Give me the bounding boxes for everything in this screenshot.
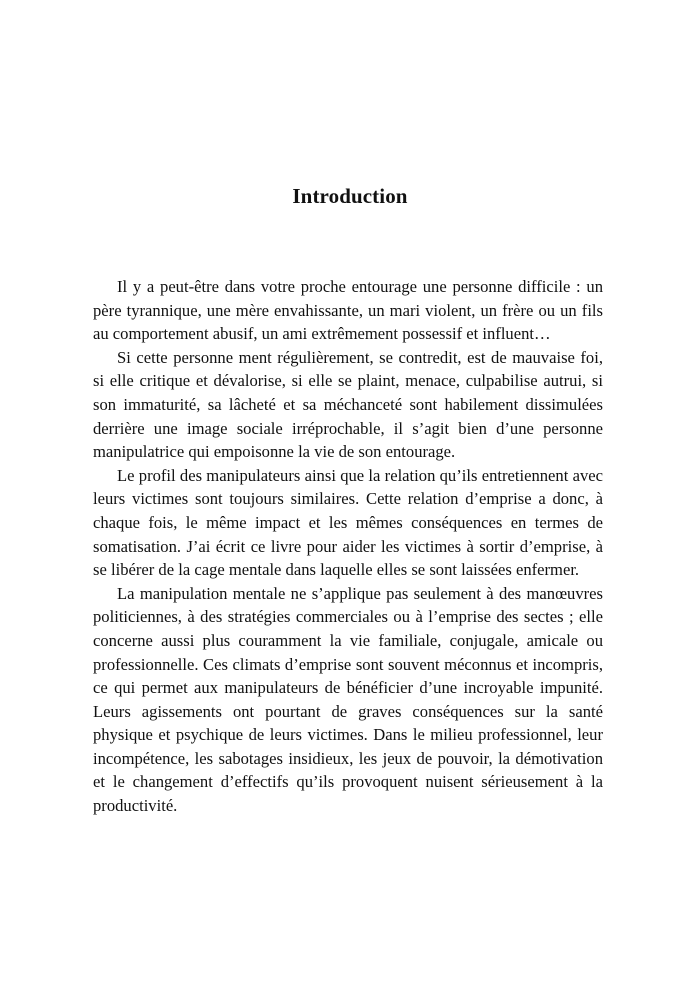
paragraph: Si cette personne ment régulièrement, se contredit, est de mauvaise foi, si elle critique et dévalorise, si elle se plaint, menace, culpabilise autrui, si son immaturité, sa lâcheté et sa méchanceté sont habilement dissimulées derrière une image sociale irréprochable, il s’agit bien d’une personne manipulatrice qui empoisonne la vie de son entourage. — [93, 347, 603, 462]
paragraph: Le profil des manipulateurs ainsi que la relation qu’ils entretiennent avec leurs victimes sont toujours similaires. Cette relation d’emprise a donc, à chaque fois, le même impact et les mêmes conséquences en termes de somatisation. J’ai écrit ce livre pour aider les victimes à sortir d’emprise, à se libérer de la cage mentale dans laquelle elles se sont laissées enfermer. — [93, 465, 603, 580]
paragraph: La manipulation mentale ne s’applique pas seulement à des manœuvres politiciennes, à des stratégies commerciales ou à l’emprise des sectes ; elle concerne aussi plus couramment la vie familiale, conjugale, amicale ou professionnelle. Ces climats d’emprise sont souvent méconnus et incompris, ce qui permet aux manipulateurs de bénéficier d’une incroyable impunité. Leurs agissements ont pourtant de graves conséquences sur la santé physique et psychique de leurs victimes. Dans le milieu professionnel, leur incompétence, les sabotages insidieux, les jeux de pouvoir, la démotivation et le changement d’effectifs qu’ils provoquent nuisent sérieusement à la productivité. — [93, 583, 603, 816]
chapter-title: Introduction — [292, 184, 408, 208]
paragraph: Il y a peut-être dans votre proche entourage une personne difficile : un père tyrannique, une mère envahissante, un mari violent, un frère ou un fils au comportement abusif, un ami extrêmement possessif et influent… — [93, 277, 603, 344]
body-text — [93, 275, 603, 818]
